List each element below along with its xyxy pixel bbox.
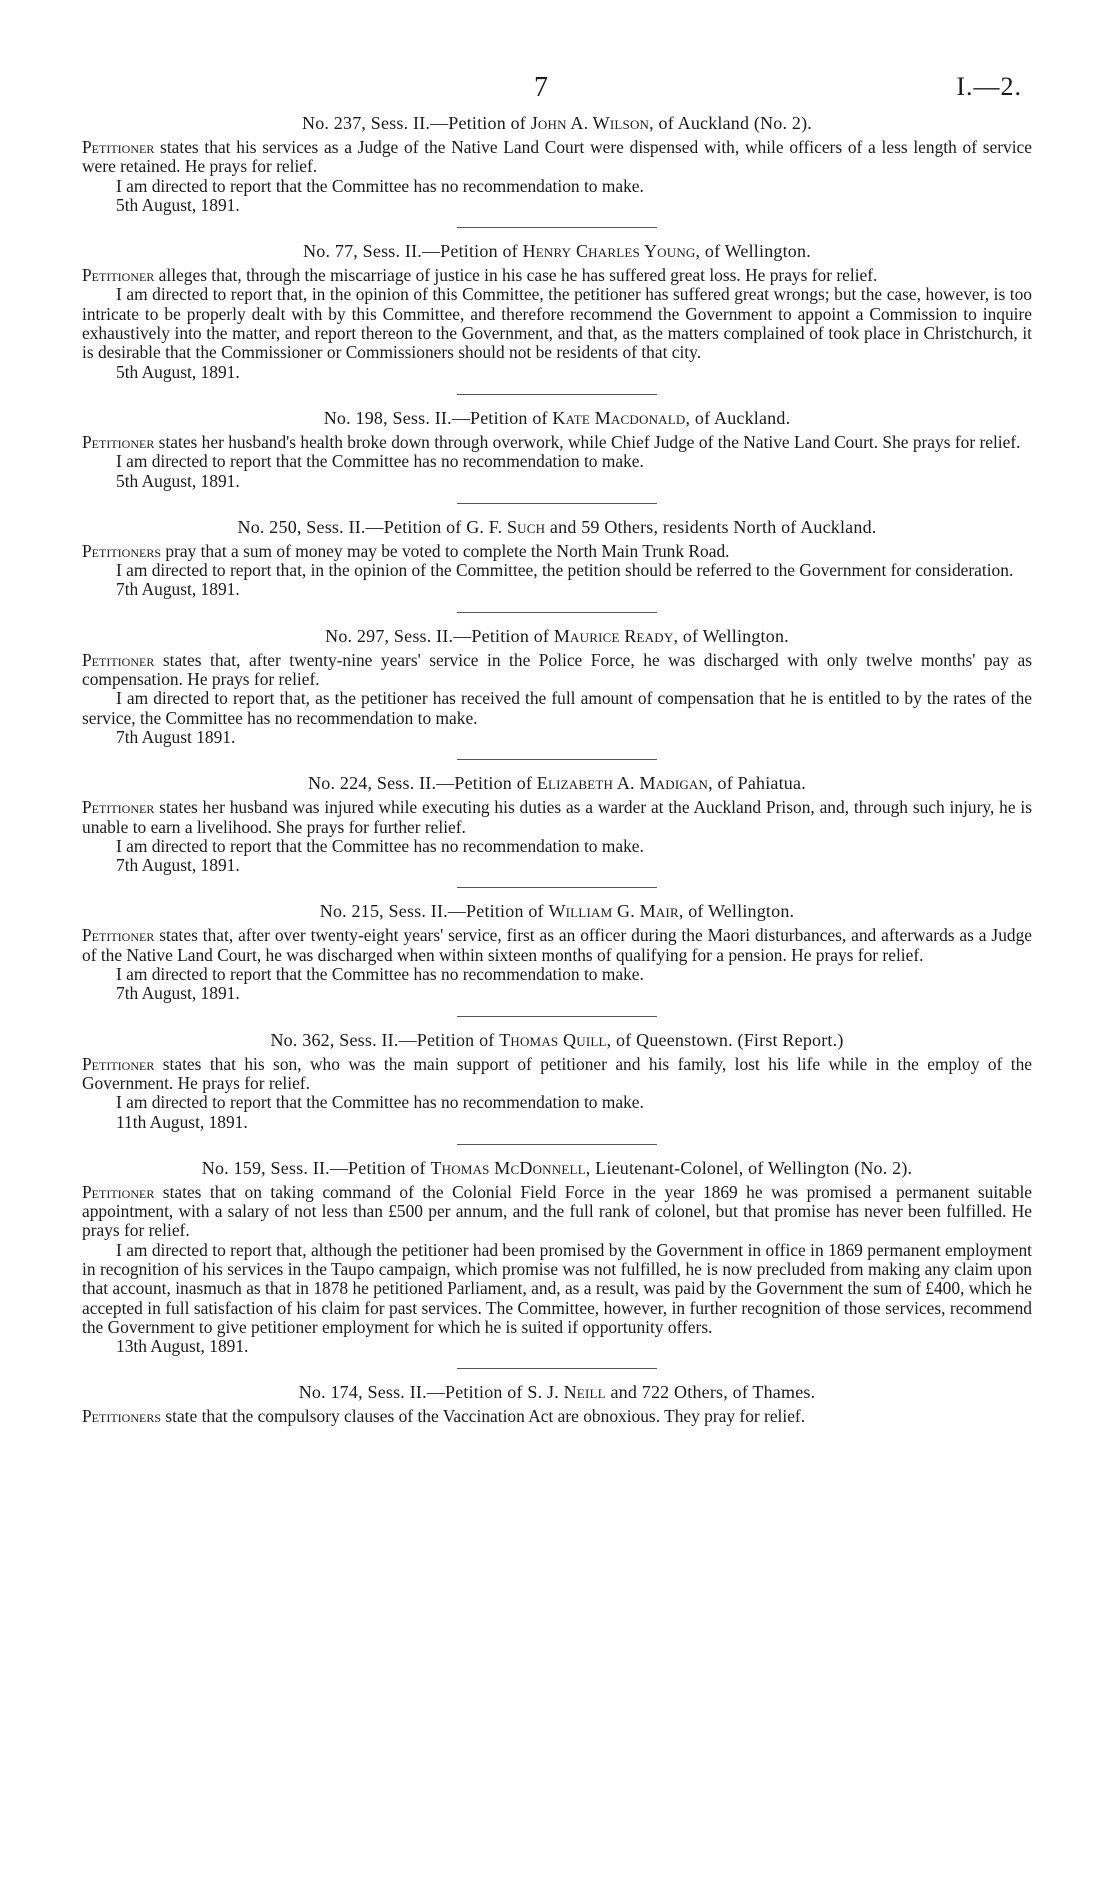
petitioner-name: Henry Charles Young xyxy=(522,241,696,262)
heading-text: , of Auckland (No. 2). xyxy=(649,113,812,133)
petition-entry xyxy=(82,407,1032,491)
heading-text: No. 215, Sess. II.—Petition of xyxy=(319,901,549,922)
statement-lead: Petitioner xyxy=(82,797,155,818)
section-divider xyxy=(457,394,657,395)
report-date: 7th August, 1891. xyxy=(116,983,240,1004)
petition-statement xyxy=(82,926,1032,965)
petition-heading xyxy=(82,240,1032,262)
section-divider xyxy=(457,1016,657,1017)
report-date: 7th August, 1891. xyxy=(116,855,240,876)
statement-text: states that his services as a Judge of the Native Land Court were dispensed with, while officers of a less length of service were retained. He prays for relief. xyxy=(82,137,1032,177)
committee-report: I am directed to report that, in the opinion of the Committee, the petition should be referred to the Government for consideration. xyxy=(116,560,1014,581)
petitioner-name: Neill xyxy=(563,1382,606,1403)
petition-statement xyxy=(82,1183,1032,1241)
statement-lead: Petitioner xyxy=(82,265,155,286)
petitioner-name: Maurice Ready xyxy=(553,625,674,646)
heading-text: No. 159, Sess. II.—Petition of xyxy=(201,1157,431,1178)
statement-lead: Petitioner xyxy=(82,1181,155,1202)
petition-entry xyxy=(82,772,1032,875)
petition-heading xyxy=(82,625,1032,647)
statement-text: states that his son, who was the main support of petitioner and his family, lost his life while in the employ of the Government. He prays for relief. xyxy=(82,1053,1032,1093)
heading-text: No. 362, Sess. II.—Petition of xyxy=(270,1029,500,1050)
heading-text: , of Wellington. xyxy=(673,625,789,646)
petition-statement xyxy=(82,1407,1032,1426)
section-divider xyxy=(457,227,657,228)
committee-report: I am directed to report that the Committee has no recommendation to make. xyxy=(116,1092,644,1113)
statement-text: states that on taking command of the Colonial Field Force in the year 1869 he was promised a permanent suitable appointment, with a salary of not less than £500 per annum, and the full rank of colonel, but that promise has never been fulfilled. He prays for relief. xyxy=(82,1181,1032,1241)
heading-text: , of Wellington. xyxy=(695,241,811,262)
heading-text: , of Pahiatua. xyxy=(708,773,806,794)
committee-report: I am directed to report that, as the petitioner has received the full amount of compensation that he is entitled to by the rates of the service, the Committee has no recommendation to make. xyxy=(82,688,1032,728)
report-date: 13th August, 1891. xyxy=(116,1336,249,1357)
heading-text: , of Wellington. xyxy=(678,901,795,922)
petition-entry xyxy=(82,112,1032,215)
heading-text: No. 297, Sess. II.—Petition of xyxy=(325,625,554,646)
petition-entry xyxy=(82,1029,1032,1132)
section-divider xyxy=(457,503,657,504)
statement-lead: Petitioner xyxy=(82,137,155,157)
statement-lead: Petitioner xyxy=(82,925,155,946)
petitions-list xyxy=(82,112,1032,1427)
heading-text: No. 198, Sess. II.—Petition of xyxy=(323,407,553,428)
petitioner-name: Elizabeth A. Madigan xyxy=(536,773,709,794)
petition-entry xyxy=(82,900,1032,1003)
statement-text: states her husband's health broke down through overwork, while Chief Judge of the Native Land Court. She prays for relief. xyxy=(154,431,1021,452)
report-date: 5th August, 1891. xyxy=(116,194,240,215)
petition-heading xyxy=(82,772,1032,794)
statement-text: states her husband was injured while executing his duties as a warder at the Auckland Prison, and, through such injury, he is unable to earn a livelihood. She prays for further relief. xyxy=(82,797,1032,837)
heading-text: , Lieutenant-Colonel, of Wellington (No. 2). xyxy=(585,1157,913,1178)
petitioner-name: John A. Wilson xyxy=(530,113,650,133)
heading-text: and 722 Others, of Thames. xyxy=(605,1382,816,1403)
committee-report: I am directed to report that the Committee has no recommendation to make. xyxy=(116,835,644,856)
section-divider xyxy=(457,612,657,613)
petition-statement xyxy=(82,433,1032,452)
petition-heading xyxy=(82,516,1032,538)
statement-text: states that, after twenty-nine years' service in the Police Force, he was discharged with only twelve months' pay as compensation. He prays for relief. xyxy=(82,649,1032,690)
petition-heading xyxy=(82,112,1032,134)
report-date: 11th August, 1891. xyxy=(116,1111,248,1132)
committee-report: I am directed to report that, although the petitioner had been promised by the Government in office in 1869 permanent employment in recognition of his services in the Taupo campaign, which promise was not fulfilled, he is now precluded from making any claim upon that account, inasmuch as that in 1878 he petitioned Parliament, and, as a result, was paid by the Government the sum of £400, which he accepted in full satisfaction of his claim for past services. The Committee, however, in further recognition of those services, recommend the Government to give petitioner employment for which he is suited if opportunity offers. xyxy=(82,1239,1032,1337)
committee-report: I am directed to report that the Committee has no recommendation to make. xyxy=(116,964,644,985)
petition-entry xyxy=(82,516,1032,600)
section-divider xyxy=(457,1368,657,1369)
heading-text: No. 77, Sess. II.—Petition of xyxy=(303,241,523,262)
petition-heading xyxy=(82,900,1032,922)
petition-statement xyxy=(82,1055,1032,1094)
petition-entry xyxy=(82,240,1032,382)
heading-text: No. 237, Sess. II.—Petition of xyxy=(302,113,531,133)
section-divider xyxy=(457,759,657,760)
committee-report: I am directed to report that the Committee has no recommendation to make. xyxy=(116,451,644,472)
petition-heading xyxy=(82,1381,1032,1403)
report-date: 7th August, 1891. xyxy=(116,579,240,600)
petitioner-name: Such xyxy=(506,516,546,537)
heading-text: and 59 Others, residents North of Auckland. xyxy=(545,516,877,537)
statement-lead: Petitioners xyxy=(82,1406,161,1427)
committee-report: I am directed to report that, in the opinion of this Committee, the petitioner has suffered great wrongs; but the case, however, is too intricate to be properly dealt with by this Committee, and therefore recommend the Government to appoint a Commission to inquire exhaustively into the matter, and report thereon to the Government, and that, as the matters complained of took place in Christchurch, it is desirable that the Commissioner or Commissioners should not be residents of that city. xyxy=(82,284,1032,363)
petition-statement xyxy=(82,798,1032,837)
report-date: 5th August, 1891. xyxy=(116,361,240,382)
statement-lead: Petitioners xyxy=(82,540,161,561)
report-date: 7th August 1891. xyxy=(116,726,236,747)
heading-text: , of Queenstown. (First Report.) xyxy=(606,1029,844,1050)
petition-statement xyxy=(82,138,1032,177)
petition-entry xyxy=(82,625,1032,747)
statement-text: states that, after over twenty-eight years' service, first as an officer during the Maori disturbances, and afterwards as a Judge of the Native Land Court, he was discharged when within sixteen months of qualifying for a pension. He prays for relief. xyxy=(82,925,1032,965)
statement-lead: Petitioner xyxy=(82,649,155,670)
petition-statement xyxy=(82,651,1032,690)
petition-entry xyxy=(82,1157,1032,1357)
petition-heading xyxy=(82,407,1032,429)
heading-text: No. 174, Sess. II.—Petition of S. J. xyxy=(298,1382,564,1403)
petition-heading xyxy=(82,1029,1032,1051)
section-divider xyxy=(457,1144,657,1145)
statement-text: alleges that, through the miscarriage of justice in his case he has suffered great loss. He prays for relief. xyxy=(154,265,878,286)
petition-entry xyxy=(82,1381,1032,1426)
petitioner-name: William G. Mair xyxy=(548,901,679,922)
page-number: 7 xyxy=(534,72,548,103)
heading-text: , of Auckland. xyxy=(685,407,791,428)
petition-statement xyxy=(82,266,1032,285)
committee-report: I am directed to report that the Committee has no recommendation to make. xyxy=(116,175,644,196)
petition-statement xyxy=(82,542,1032,561)
section-divider xyxy=(457,887,657,888)
statement-lead: Petitioner xyxy=(82,431,155,452)
heading-text: No. 224, Sess. II.—Petition of xyxy=(308,773,537,794)
statement-text: pray that a sum of money may be voted to complete the North Main Trunk Road. xyxy=(161,540,730,561)
heading-text: No. 250, Sess. II.—Petition of G. F. xyxy=(237,516,507,537)
petitioner-name: Thomas Quill xyxy=(499,1029,607,1050)
statement-text: state that the compulsory clauses of the Vaccination Act are obnoxious. They pray for relief. xyxy=(161,1406,806,1427)
petitioner-name: Kate Macdonald xyxy=(552,407,686,428)
statement-lead: Petitioner xyxy=(82,1053,155,1074)
document-reference: I.—2. xyxy=(956,72,1022,101)
petitioner-name: Thomas McDonnell xyxy=(430,1157,586,1178)
petition-heading xyxy=(82,1157,1032,1179)
page-header xyxy=(82,0,1032,112)
report-date: 5th August, 1891. xyxy=(116,470,240,491)
